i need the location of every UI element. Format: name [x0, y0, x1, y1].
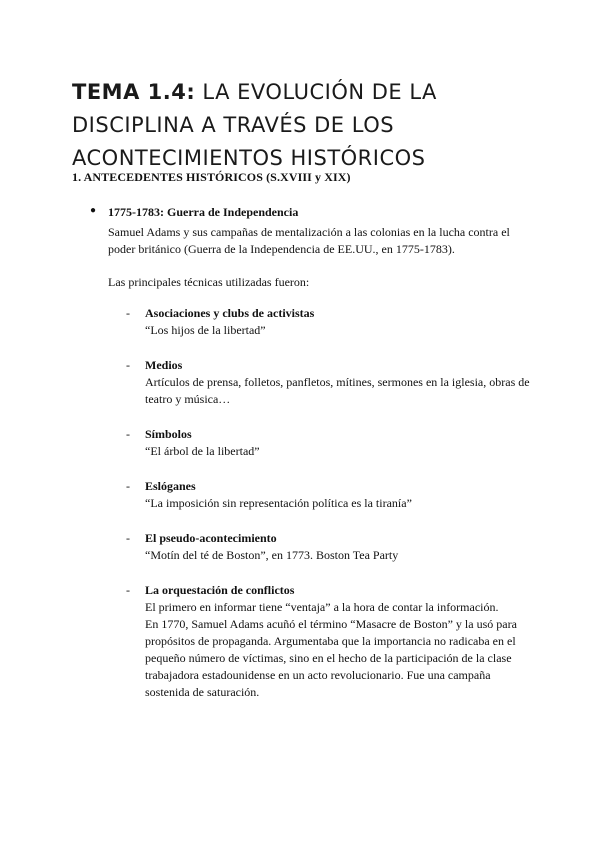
dash-marker: - — [126, 583, 130, 597]
technique-body: “El árbol de la libertad” — [145, 444, 260, 458]
technique-title: Asociaciones y clubs de activistas — [145, 306, 315, 320]
technique-body-paragraph: En 1770, Samuel Adams acuñó el término “Masacre de Boston” y la usó para propósitos de propaganda. Argumentaba que la importancia no radicaba en el pequeño número de víctimas, sino en el hecho de la participación de la clase trabajadora estadounidense en un acto revolucionario. Fue una campaña sostenida de saturación. — [145, 617, 517, 699]
technique-title: El pseudo-acontecimiento — [145, 531, 277, 545]
dash-marker: - — [126, 531, 130, 545]
dash-marker: - — [126, 358, 130, 372]
technique-body-line: El primero en informar tiene “ventaja” a la hora de contar la información. — [145, 600, 499, 614]
dash-marker: - — [126, 479, 130, 493]
technique-body: Artículos de prensa, folletos, panfletos, mítines, sermones en la iglesia, obras de teatro y música… — [145, 375, 530, 406]
dash-marker: - — [126, 427, 130, 441]
bullet-label: 1775-1783: Guerra de Independencia — [108, 205, 299, 219]
technique-body — [145, 599, 535, 701]
title-number: TEMA 1.4: — [72, 80, 196, 104]
technique-title: La orquestación de conflictos — [145, 583, 295, 597]
lead-paragraph: Las principales técnicas utilizadas fueron: — [108, 275, 310, 289]
dash-marker: - — [126, 306, 130, 320]
technique-body: “La imposición sin representación política es la tiranía” — [145, 496, 412, 510]
technique-body: “Motín del té de Boston”, en 1773. Boston Tea Party — [145, 548, 399, 562]
title-text: LA EVOLUCIÓN DE LA DISCIPLINA A TRAVÉS DE LOS ACONTECIMIENTOS HISTÓRICOS — [72, 80, 437, 170]
technique-title: Eslóganes — [145, 479, 196, 493]
page-title — [72, 76, 532, 175]
technique-title: Símbolos — [145, 427, 192, 441]
intro-paragraph: Samuel Adams y sus campañas de mentalización a las colonias en la lucha contra el poder británico (Guerra de la Independencia de EE.UU., en 1775-1783). — [108, 225, 510, 256]
technique-title: Medios — [145, 358, 183, 372]
section-heading: 1. ANTECEDENTES HISTÓRICOS (S.XVIII y XIX) — [72, 170, 351, 184]
technique-body: “Los hijos de la libertad” — [145, 323, 266, 337]
bullet-icon: ● — [90, 205, 97, 216]
